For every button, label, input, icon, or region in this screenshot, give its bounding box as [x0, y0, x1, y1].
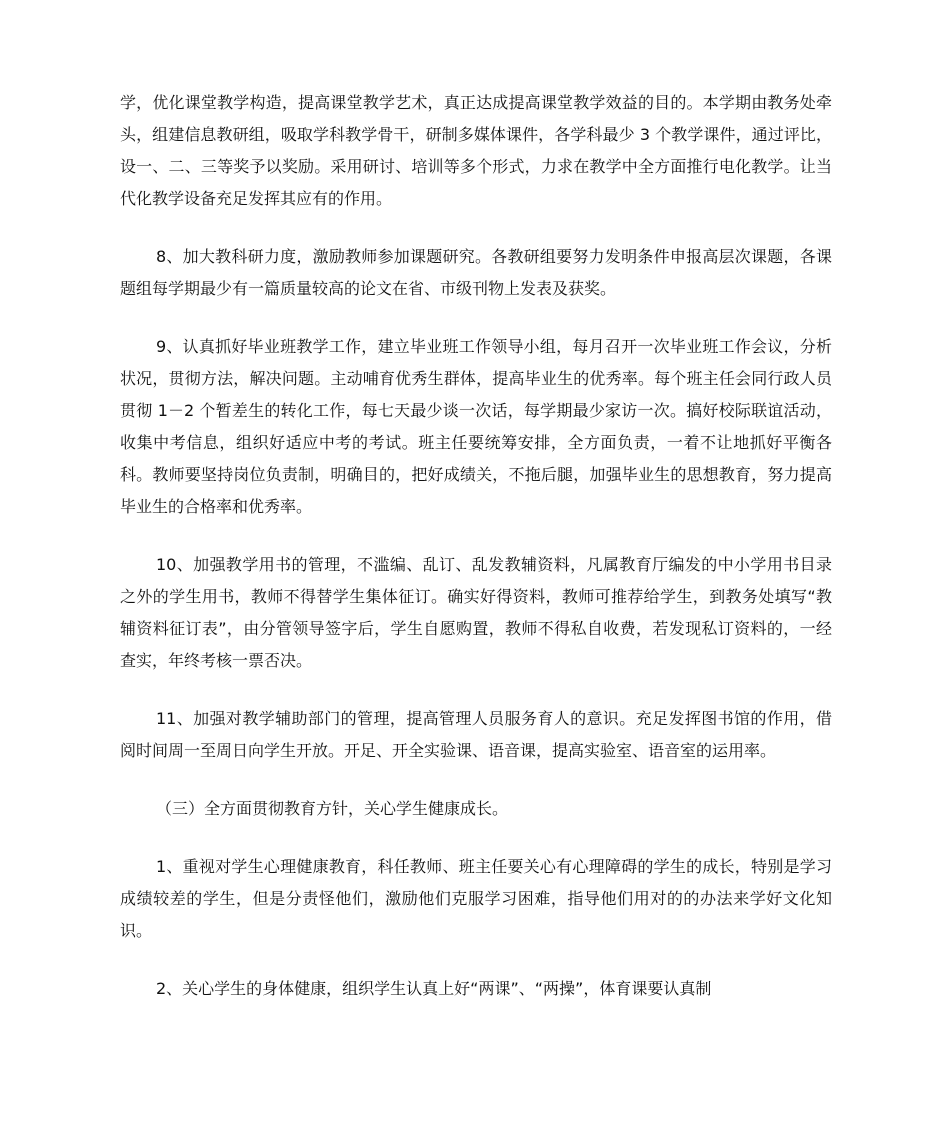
paragraph-item-10: 10、加强教学用书的管理，不滥编、乱订、乱发教辅资料，凡属教育厅编发的中小学用书目录之外的学生用书，教师不得替学生集体征订。确实好得资料，教师可推荐给学生，到教务处填写“教辅资料征订表”，由分管领导签字后，学生自愿购置，教师不得私自收费，若发现私订资料的，一经查实，年终考核一票否决。 — [120, 555, 832, 670]
paragraph-item-8: 8、加大教科研力度，激励教师参加课题研究。各教研组要努力发明条件申报高层次课题，各课题组每学期最少有一篇质量较高的论文在省、市级刊物上发表及获奖。 — [120, 247, 832, 298]
paragraph-section3-item-2: 2、关心学生的身体健康，组织学生认真上好“两课”、“两操”，体育课要认真制 — [156, 979, 712, 998]
paragraph-item-9: 9、认真抓好毕业班教学工作，建立毕业班工作领导小组，每月召开一次毕业班工作会议，分析状况，贯彻方法，解决问题。主动哺育优秀生群体，提高毕业生的优秀率。每个班主任会同行政人员贯彻 1－2 个暂差生的转化工作，每七天最少谈一次话，每学期最少家访一次。搞好校际联谊活动，收集中考信息，组织好适应中考的考试。班主任要统筹安排，全方面负责，一着不让地抓好平衡各科。教师要坚持岗位负责制，明确目的，把好成绩关，不拖后腿，加强毕业生的思想教育，努力提高毕业生的合格率和优秀率。 — [120, 337, 832, 516]
paragraph-continuation: 学，优化课堂教学构造，提高课堂教学艺术，真正达成提高课堂教学效益的目的。本学期由教务处牵头，组建信息教研组，吸取学科教学骨干，研制多媒体课件，各学科最少 3 个教学课件，通过评比，设一、二、三等奖予以奖励。采用研讨、培训等多个形式，力求在教学中全方面推行电化教学。让当代化教学设备充足发挥其应有的作用。 — [120, 93, 832, 208]
paragraph-section3-item-1: 1、重视对学生心理健康教育，科任教师、班主任要关心有心理障碍的学生的成长，特别是学习成绩较差的学生，但是分责怪他们，激励他们克服学习困难，指导他们用对的的办法来学好文化知识。 — [120, 857, 832, 940]
section-heading-3: （三）全方面贯彻教育方针，关心学生健康成长。 — [156, 799, 509, 818]
document-body — [120, 87, 832, 1031]
paragraph-item-11: 11、加强对教学辅助部门的管理，提高管理人员服务育人的意识。充足发挥图书馆的作用，借阅时间周一至周日向学生开放。开足、开全实验课、语音课，提高实验室、语音室的运用率。 — [120, 709, 832, 760]
